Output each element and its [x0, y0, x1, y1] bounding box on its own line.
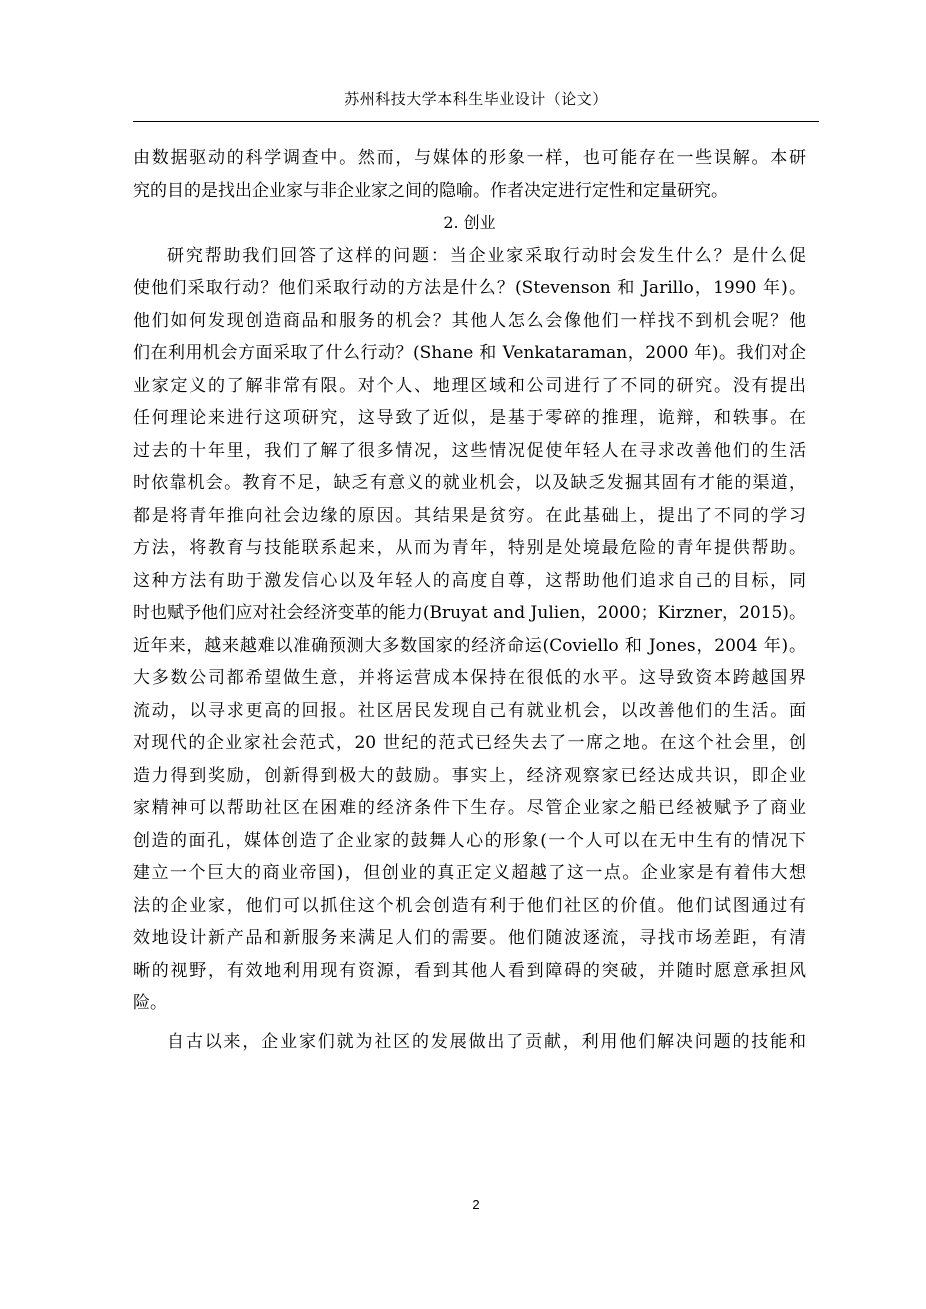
- text-line: 他们如何发现创造商品和服务的机会？其他人怎么会像他们一样找不到机会呢？他: [133, 310, 806, 331]
- text-line: 任何理论来进行这项研究，这导致了近似，是基于零碎的推理，诡辩，和轶事。在: [133, 408, 806, 428]
- text-line: 造力得到奖励，创新得到极大的鼓励。事实上，经济观察家已经达成共识，即企业: [133, 765, 806, 786]
- text-line: 过去的十年里，我们了解了很多情况，这些情况促使年轻人在寻求改善他们的生活: [133, 440, 806, 461]
- text-line: 都是将青年推向社会边缘的原因。其结果是贫穷。在此基础上，提出了不同的学习: [133, 505, 806, 526]
- text-line: 对现代的企业家社会范式，20 世纪的范式已经失去了一席之地。在这个社会里，创: [133, 733, 806, 753]
- text-line: 自古以来，企业家们就为社区的发展做出了贡献，利用他们解决问题的技能和: [167, 1031, 806, 1052]
- text-line: 流动，以寻求更高的回报。社区居民发现自己有就业机会，以改善他们的生活。面: [133, 700, 806, 721]
- text-line: 时依靠机会。教育不足，缺乏有意义的就业机会，以及缺乏发掘其固有才能的渠道，: [133, 473, 806, 493]
- section-heading: 2. 创业: [443, 213, 496, 232]
- text-line: 由数据驱动的科学调查中。然而，与媒体的形象一样，也可能存在一些误解。本研: [133, 148, 806, 168]
- text-line: 创造的面孔，媒体创造了企业家的鼓舞人心的形象(一个人可以在无中生有的情况下: [133, 830, 806, 851]
- text-line: 业家定义的了解非常有限。对个人、地理区域和公司进行了不同的研究。没有提出: [133, 375, 806, 396]
- page-number: 2: [472, 1197, 480, 1212]
- text-line: 研究帮助我们回答了这样的问题：当企业家采取行动时会发生什么？是什么促: [167, 245, 806, 266]
- header-divider: [133, 121, 819, 122]
- text-line: 近年来，越来越难以准确预测大多数国家的经济命运(Coviello 和 Jones，2004 年)。: [133, 635, 806, 656]
- text-line: 效地设计新产品和新服务来满足人们的需要。他们随波逐流，寻找市场差距，有清: [133, 928, 806, 948]
- text-line: 这种方法有助于激发信心以及年轻人的高度自尊，这帮助他们追求自己的目标，同: [133, 570, 806, 591]
- page-header-title: 苏州科技大学本科生毕业设计（论文）: [344, 90, 608, 108]
- text-line: 方法，将教育与技能联系起来，从而为青年，特别是处境最危险的青年提供帮助。: [133, 538, 806, 558]
- text-line: 大多数公司都希望做生意，并将运营成本保持在很低的水平。这导致资本跨越国界: [133, 668, 806, 688]
- text-line: 险。: [133, 993, 167, 1013]
- body-text: [133, 142, 806, 1058]
- text-line: 们在利用机会方面采取了什么行动？(Shane 和 Venkataraman，2000 年)。我们对企: [133, 343, 806, 363]
- text-line: 究的目的是找出企业家与非企业家之间的隐喻。作者决定进行定性和定量研究。: [133, 180, 728, 201]
- text-line: 法的企业家，他们可以抓住这个机会创造有利于他们社区的价值。他们试图通过有: [133, 895, 806, 916]
- text-line: 晰的视野，有效地利用现有资源，看到其他人看到障碍的突破，并随时愿意承担风: [133, 960, 806, 981]
- text-line: 时也赋予他们应对社会经济变革的能力(Bruyat and Julien，2000；Kirzner，2015)。: [133, 603, 806, 623]
- text-line: 家精神可以帮助社区在困难的经济条件下生存。尽管企业家之船已经被赋予了商业: [133, 798, 806, 818]
- text-line: 使他们采取行动？他们采取行动的方法是什么？(Stevenson 和 Jarillo，1990 年)。: [133, 278, 806, 298]
- text-line: 建立一个巨大的商业帝国)，但创业的真正定义超越了这一点。企业家是有着伟大想: [133, 863, 806, 883]
